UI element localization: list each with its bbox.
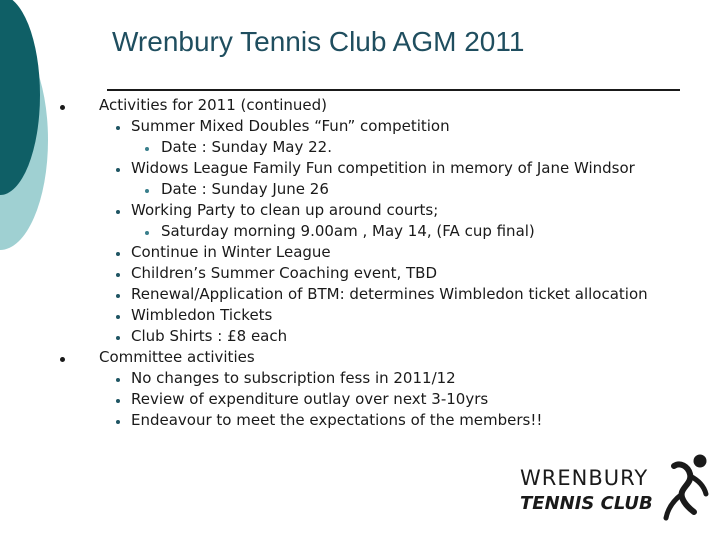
list-item-level2: Continue in Winter League bbox=[131, 243, 331, 261]
tennis-player-icon bbox=[660, 452, 712, 522]
decorative-corner-shapes bbox=[0, 0, 80, 260]
list-item-level2: Children’s Summer Coaching event, TBD bbox=[131, 264, 437, 282]
list-item-level1: Committee activities bbox=[99, 348, 255, 366]
bullet-marker bbox=[116, 399, 120, 403]
list-item-level2: Working Party to clean up around courts; bbox=[131, 201, 439, 219]
list-item-level2: Wimbledon Tickets bbox=[131, 306, 273, 324]
list-item-level3: Saturday morning 9.00am , May 14, (FA cup final) bbox=[161, 222, 535, 240]
bullet-marker bbox=[116, 294, 120, 298]
bullet-marker bbox=[60, 357, 65, 362]
slide-title: Wrenbury Tennis Club AGM 2011 bbox=[112, 26, 525, 57]
logo-wordmark-line1: WRENBURY bbox=[520, 466, 649, 490]
title-underline bbox=[107, 89, 680, 91]
logo-wordmark-line2: TENNIS CLUB bbox=[520, 493, 653, 514]
list-item-level1: Activities for 2011 (continued) bbox=[99, 96, 327, 114]
bullet-marker bbox=[116, 420, 120, 424]
bullet-marker bbox=[145, 231, 149, 235]
bullet-marker bbox=[116, 168, 120, 172]
bullet-marker bbox=[145, 189, 149, 193]
list-item-level2: Renewal/Application of BTM: determines Wimbledon ticket allocation bbox=[131, 285, 648, 303]
list-item-level2: Widows League Family Fun competition in memory of Jane Windsor bbox=[131, 159, 635, 177]
list-item-level2: No changes to subscription fess in 2011/12 bbox=[131, 369, 456, 387]
list-item-level3: Date : Sunday May 22. bbox=[161, 138, 332, 156]
bullet-marker bbox=[116, 273, 120, 277]
list-item-level2: Club Shirts : £8 each bbox=[131, 327, 288, 345]
list-item-level3: Date : Sunday June 26 bbox=[161, 180, 329, 198]
bullet-marker bbox=[116, 315, 120, 319]
bullet-marker bbox=[145, 147, 149, 151]
bullet-marker bbox=[116, 252, 120, 256]
bullet-marker bbox=[60, 105, 65, 110]
list-item-level2: Review of expenditure outlay over next 3-10yrs bbox=[131, 390, 489, 408]
bullet-marker bbox=[116, 378, 120, 382]
bullet-marker bbox=[116, 336, 120, 340]
bullet-marker bbox=[116, 126, 120, 130]
list-item-level2: Endeavour to meet the expectations of the members!! bbox=[131, 411, 543, 429]
club-logo bbox=[518, 452, 713, 522]
bullet-marker bbox=[116, 210, 120, 214]
list-item-level2: Summer Mixed Doubles “Fun” competition bbox=[131, 117, 450, 135]
